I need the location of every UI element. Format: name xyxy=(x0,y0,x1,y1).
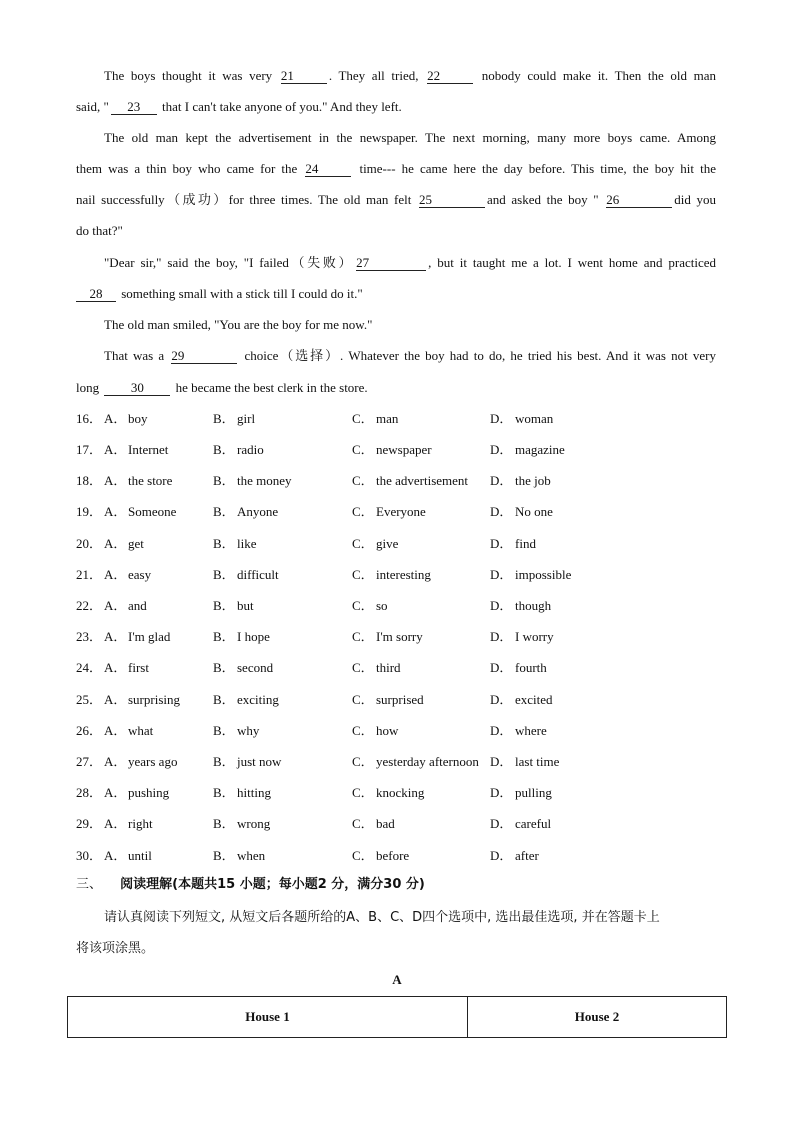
option-text: difficult xyxy=(237,567,279,582)
question-number: 23． xyxy=(76,629,103,644)
option-text: impossible xyxy=(515,567,572,582)
option-text: why xyxy=(237,723,260,738)
section-number: 三、 xyxy=(76,877,103,892)
option-text: exciting xyxy=(237,692,279,707)
option-letter: C． xyxy=(352,660,374,675)
option-text: fourth xyxy=(515,660,547,675)
option-text: the advertisement xyxy=(376,473,469,488)
option-letter: C． xyxy=(352,816,374,831)
option-letter: A． xyxy=(104,754,127,769)
option-text: I worry xyxy=(515,629,554,644)
option-letter: A． xyxy=(104,567,127,582)
option-text: hitting xyxy=(237,785,271,800)
option-letter: B． xyxy=(213,692,235,707)
option-letter: A． xyxy=(104,536,127,551)
option-text: like xyxy=(237,536,257,551)
passage-text: nobody could make it. Then the old man xyxy=(481,68,717,83)
part-label: A xyxy=(392,972,402,987)
passage-line xyxy=(76,160,716,178)
option-text: wrong xyxy=(237,816,271,831)
option-text: interesting xyxy=(376,567,431,582)
option-letter: D． xyxy=(490,848,513,863)
section-title: 阅读理解(本题共15 小题；每小题2 分，满分30 分) xyxy=(120,877,425,892)
passage-text: long xyxy=(76,380,100,395)
option-letter: A． xyxy=(104,411,127,426)
passage-text: The old man smiled, "You are the boy for me now." xyxy=(104,317,373,332)
option-text: surprised xyxy=(376,692,424,707)
option-letter: C． xyxy=(352,629,374,644)
option-letter: B． xyxy=(213,754,235,769)
option-text: before xyxy=(376,848,410,863)
option-text: Internet xyxy=(128,442,169,457)
option-text: bad xyxy=(376,816,395,831)
option-letter: C． xyxy=(352,785,374,800)
option-letter: A． xyxy=(104,848,127,863)
question-row xyxy=(76,597,716,615)
option-text: No one xyxy=(515,504,553,519)
option-letter: A． xyxy=(104,598,127,613)
table-row xyxy=(68,997,727,1038)
question-row xyxy=(76,441,716,459)
passage-text: choice（选择）. Whatever the boy had to do, he tried his best. And it was not very xyxy=(244,348,717,363)
option-letter: D． xyxy=(490,536,513,551)
option-letter: A． xyxy=(104,504,127,519)
question-number: 19． xyxy=(76,504,103,519)
option-letter: A． xyxy=(104,723,127,738)
option-letter: D． xyxy=(490,567,513,582)
question-number: 26． xyxy=(76,723,103,738)
option-text: the money xyxy=(237,473,292,488)
option-letter: D． xyxy=(490,816,513,831)
option-text: third xyxy=(376,660,401,675)
passage-text: he became the best clerk in the store. xyxy=(175,380,368,395)
question-number: 18． xyxy=(76,473,103,488)
option-letter: C． xyxy=(352,473,374,488)
passage-text: , but it taught me a lot. I went home and practiced xyxy=(428,255,716,270)
question-row xyxy=(76,503,716,521)
option-text: the store xyxy=(128,473,173,488)
option-letter: C． xyxy=(352,411,374,426)
passage-text: them was a thin boy who came for the xyxy=(76,161,298,176)
option-letter: C． xyxy=(352,567,374,582)
passage-text: That was a xyxy=(104,348,165,363)
blank-21: 21 xyxy=(281,68,327,84)
option-letter: A． xyxy=(104,660,127,675)
option-letter: D． xyxy=(490,754,513,769)
blank-27: 27 xyxy=(356,255,426,271)
question-row xyxy=(76,815,716,833)
option-letter: C． xyxy=(352,723,374,738)
option-text: knocking xyxy=(376,785,425,800)
question-row xyxy=(76,472,716,490)
passage-text: time--- he came here the day before. This time, the boy hit the xyxy=(359,161,716,176)
option-text: girl xyxy=(237,411,256,426)
option-text: so xyxy=(376,598,388,613)
option-text: until xyxy=(128,848,152,863)
passage-line xyxy=(104,254,716,272)
option-letter: B． xyxy=(213,723,235,738)
option-text: and xyxy=(128,598,147,613)
option-letter: C． xyxy=(352,442,374,457)
option-letter: C． xyxy=(352,504,374,519)
option-text: newspaper xyxy=(376,442,432,457)
option-letter: A． xyxy=(104,629,127,644)
table-header-cell: House 1 xyxy=(68,997,468,1038)
option-letter: B． xyxy=(213,473,235,488)
option-letter: D． xyxy=(490,785,513,800)
option-text: surprising xyxy=(128,692,180,707)
blank-28: 28 xyxy=(76,286,116,302)
option-text: boy xyxy=(128,411,148,426)
option-letter: B． xyxy=(213,536,235,551)
option-letter: C． xyxy=(352,536,374,551)
option-text: just now xyxy=(237,754,282,769)
option-text: magazine xyxy=(515,442,565,457)
question-number: 16． xyxy=(76,411,103,426)
option-letter: A． xyxy=(104,816,127,831)
option-letter: B． xyxy=(213,660,235,675)
question-number: 30． xyxy=(76,848,103,863)
passage-text: do that?" xyxy=(76,223,123,238)
option-text: woman xyxy=(515,411,554,426)
blank-30: 30 xyxy=(104,380,170,396)
option-text: but xyxy=(237,598,254,613)
option-letter: B． xyxy=(213,504,235,519)
passage-line xyxy=(104,67,716,85)
question-row xyxy=(76,659,716,677)
option-text: pushing xyxy=(128,785,170,800)
passage-text: and asked the boy " xyxy=(486,192,599,207)
option-text: how xyxy=(376,723,399,738)
option-text: I'm sorry xyxy=(376,629,423,644)
option-text: Everyone xyxy=(376,504,426,519)
option-text: pulling xyxy=(515,785,552,800)
passage-line xyxy=(76,379,716,397)
passage-text: that I can't take anyone of you." And they left. xyxy=(162,99,402,114)
question-row xyxy=(76,722,716,740)
question-row xyxy=(76,691,716,709)
option-text: man xyxy=(376,411,399,426)
option-letter: D． xyxy=(490,442,513,457)
passage-text: said, " xyxy=(76,99,109,114)
blank-24: 24 xyxy=(305,161,351,177)
passage-text: The old man kept the advertisement in the newspaper. The next morning, many more boys came. Among xyxy=(104,130,716,145)
passage-line xyxy=(104,316,716,334)
option-text: what xyxy=(128,723,154,738)
blank-23: 23 xyxy=(111,99,157,115)
option-text: right xyxy=(128,816,153,831)
question-row xyxy=(76,566,716,584)
passage-line xyxy=(76,98,716,116)
question-number: 27． xyxy=(76,754,103,769)
houses-table xyxy=(67,996,727,1038)
option-letter: B． xyxy=(213,442,235,457)
option-text: get xyxy=(128,536,144,551)
question-row xyxy=(76,535,716,553)
option-letter: D． xyxy=(490,504,513,519)
option-text: though xyxy=(515,598,552,613)
question-row xyxy=(76,847,716,865)
passage-line xyxy=(76,285,716,303)
question-number: 22． xyxy=(76,598,103,613)
option-letter: D． xyxy=(490,723,513,738)
passage-line xyxy=(104,129,716,147)
option-text: find xyxy=(515,536,536,551)
option-text: excited xyxy=(515,692,553,707)
option-text: when xyxy=(237,848,266,863)
option-letter: B． xyxy=(213,411,235,426)
option-text: give xyxy=(376,536,399,551)
question-number: 24． xyxy=(76,660,103,675)
question-row xyxy=(76,753,716,771)
option-text: Someone xyxy=(128,504,177,519)
option-text: I hope xyxy=(237,629,270,644)
question-number: 21． xyxy=(76,567,103,582)
blank-26: 26 xyxy=(606,192,672,208)
instruction-line: 请认真阅读下列短文, 从短文后各题所给的A、B、C、D四个选项中, 选出最佳选项, 并在答题卡上 xyxy=(104,910,660,925)
option-text: first xyxy=(128,660,149,675)
blank-29: 29 xyxy=(171,348,237,364)
option-letter: C． xyxy=(352,692,374,707)
passage-text: something small with a stick till I could do it." xyxy=(121,286,363,301)
option-letter: D． xyxy=(490,473,513,488)
passage-line xyxy=(76,191,716,209)
blank-25: 25 xyxy=(419,192,485,208)
option-letter: D． xyxy=(490,660,513,675)
table-header-cell: House 2 xyxy=(468,997,727,1038)
passage-line xyxy=(76,222,716,240)
option-letter: D． xyxy=(490,411,513,426)
option-text: last time xyxy=(515,754,560,769)
question-number: 25． xyxy=(76,692,103,707)
option-text: yesterday afternoon xyxy=(376,754,479,769)
option-letter: B． xyxy=(213,816,235,831)
option-letter: C． xyxy=(352,754,374,769)
option-text: years ago xyxy=(128,754,178,769)
option-text: I'm glad xyxy=(128,629,171,644)
option-text: after xyxy=(515,848,539,863)
question-row xyxy=(76,410,716,428)
passage-text: nail successfully（成功）for three times. The old man felt xyxy=(76,192,412,207)
option-text: Anyone xyxy=(237,504,279,519)
option-letter: B． xyxy=(213,848,235,863)
option-letter: D． xyxy=(490,692,513,707)
question-number: 20． xyxy=(76,536,103,551)
question-number: 29． xyxy=(76,816,103,831)
instruction-line: 将该项涂黑。 xyxy=(76,941,155,956)
option-text: radio xyxy=(237,442,264,457)
option-text: easy xyxy=(128,567,152,582)
option-letter: B． xyxy=(213,567,235,582)
question-number: 28． xyxy=(76,785,103,800)
passage-text: . They all tried, xyxy=(328,68,419,83)
option-letter: C． xyxy=(352,598,374,613)
option-letter: A． xyxy=(104,785,127,800)
passage-line xyxy=(104,347,716,365)
option-letter: B． xyxy=(213,785,235,800)
option-letter: B． xyxy=(213,598,235,613)
section-heading xyxy=(76,876,425,894)
option-letter: A． xyxy=(104,442,127,457)
option-text: the job xyxy=(515,473,551,488)
question-number: 17． xyxy=(76,442,103,457)
option-letter: B． xyxy=(213,629,235,644)
blank-22: 22 xyxy=(427,68,473,84)
option-letter: D． xyxy=(490,629,513,644)
option-letter: A． xyxy=(104,473,127,488)
question-row xyxy=(76,628,716,646)
passage-text: The boys thought it was very xyxy=(104,68,273,83)
passage-text: "Dear sir," said the boy, "I failed（失败） xyxy=(104,255,355,270)
option-text: second xyxy=(237,660,274,675)
question-row xyxy=(76,784,716,802)
option-text: where xyxy=(515,723,547,738)
option-text: careful xyxy=(515,816,552,831)
passage-text: did you xyxy=(674,192,716,207)
option-letter: A． xyxy=(104,692,127,707)
option-letter: C． xyxy=(352,848,374,863)
option-letter: D． xyxy=(490,598,513,613)
